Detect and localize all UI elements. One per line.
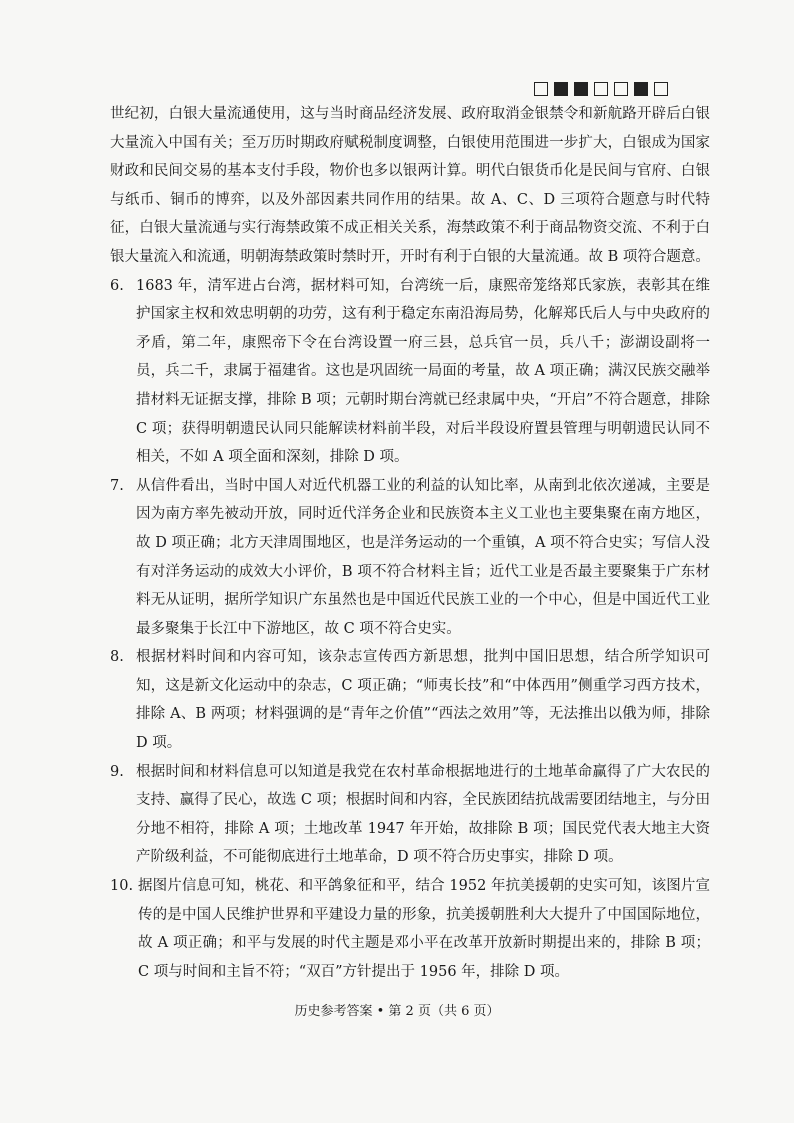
empty-square-icon: [614, 82, 628, 96]
answer-text: 1683 年，清军进占台湾，据材料可知，台湾统一后，康熙帝笼络郑氏家族，表彰其在维护国家主权和效忠明朝的功劳，这有利于稳定东南沿海局势，化解郑氏后人与中央政府的矛盾，第二年，康熙帝下令在台湾设置一府三县，总兵官一员，兵八千；澎湖设副将一员，兵二千，隶属于福建省。这也是巩固统一局面的考量，故 A 项正确；满汉民族交融举措材料无证据支撑，排除 B 项；元朝时期台湾就已经隶属中央，“开启”不符合题意，排除 C 项；获得明朝遗民认同只能解读材料前半段，对后半段设府置县管理与明朝遗民认同不相关，不如 A 项全面和深刻，排除 D 项。: [136, 277, 710, 466]
page-footer: 历史参考答案 • 第 2 页（共 6 页）: [294, 1004, 500, 1019]
answer-number: 6.: [110, 277, 124, 294]
empty-square-icon: [534, 82, 548, 96]
empty-square-icon: [654, 82, 668, 96]
answer-item: [110, 872, 710, 986]
answer-content: [110, 100, 710, 986]
filled-square-icon: [634, 82, 648, 96]
answer-item: [110, 472, 710, 644]
answer-text: 根据时间和材料信息可以知道是我党在农村革命根据地进行的土地革命赢得了广大农民的支持、赢得了民心，故选 C 项；根据时间和内容，全民族团结抗战需要团结地主，与分田分地不相符，排除 A 项；土地改革 1947 年开始，故排除 B 项；国民党代表大地主大资产阶级利益，不可能彻底进行土地革命，D 项不符合历史事实，排除 D 项。: [136, 763, 710, 866]
answer-number: 7.: [110, 477, 124, 494]
answer-text: 据图片信息可知，桃花、和平鸽象征和平，结合 1952 年抗美援朝的史实可知，该图片宣传的是中国人民维护世界和平建设力量的形象，抗美援朝胜利大大提升了中国国际地位，故 A 项正确；和平与发展的时代主题是邓小平在改革开放新时期提出来的，排除 B 项；C 项与时间和主旨不符；“双百”方针提出于 1956 年，排除 D 项。: [138, 878, 710, 980]
answer-list: [110, 272, 710, 987]
filled-square-icon: [574, 82, 588, 96]
answer-number: 9.: [110, 763, 124, 780]
answer-item: [110, 272, 710, 472]
empty-square-icon: [594, 82, 608, 96]
answer-item: [110, 758, 710, 872]
answer-number: 10.: [110, 878, 134, 895]
page-code-boxes: [534, 82, 668, 96]
answer-item: [110, 643, 710, 757]
answer-text: 从信件看出，当时中国人对近代机器工业的利益的认知比率，从南到北依次递减，主要是因为南方率先被动开放，同时近代洋务企业和民族资本主义工业也主要集聚在南方地区，故 D 项正确；北方天津周围地区，也是洋务运动的一个重镇，A 项不符合史实；写信人没有对洋务运动的成效大小评价，B 项不符合材料主旨；近代工业是否最主要聚集于广东材料无从证明，据所学知识广东虽然也是中国近代民族工业的一个中心，但是中国近代工业最多聚集于长江中下游地区，故 C 项不符合史实。: [136, 477, 710, 637]
intro-paragraph: 世纪初，白银大量流通使用，这与当时商品经济发展、政府取消金银禁令和新航路开辟后白银大量流入中国有关；至万历时期政府赋税制度调整，白银使用范围进一步扩大，白银成为国家财政和民间交易的基本支付手段，物价也多以银两计算。明代白银货币化是民间与官府、白银与纸币、铜币的博弈，以及外部因素共同作用的结果。故 A、C、D 三项符合题意与时代特征，白银大量流通与实行海禁政策不成正相关关系，海禁政策不利于商品物资交流、不利于白银大量流入和流通，明朝海禁政策时禁时开，开时有利于白银的大量流通。故 B 项符合题意。: [110, 106, 710, 265]
filled-square-icon: [554, 82, 568, 96]
answer-text: 根据材料时间和内容可知，该杂志宣传西方新思想，批判中国旧思想，结合所学知识可知，这是新文化运动中的杂志，C 项正确；“师夷长技”和“中体西用”侧重学习西方技术，排除 A、B 两项；材料强调的是“青年之价值”“西法之效用”等，无法推出以俄为师，排除 D 项。: [136, 649, 710, 752]
answer-number: 8.: [110, 649, 124, 666]
